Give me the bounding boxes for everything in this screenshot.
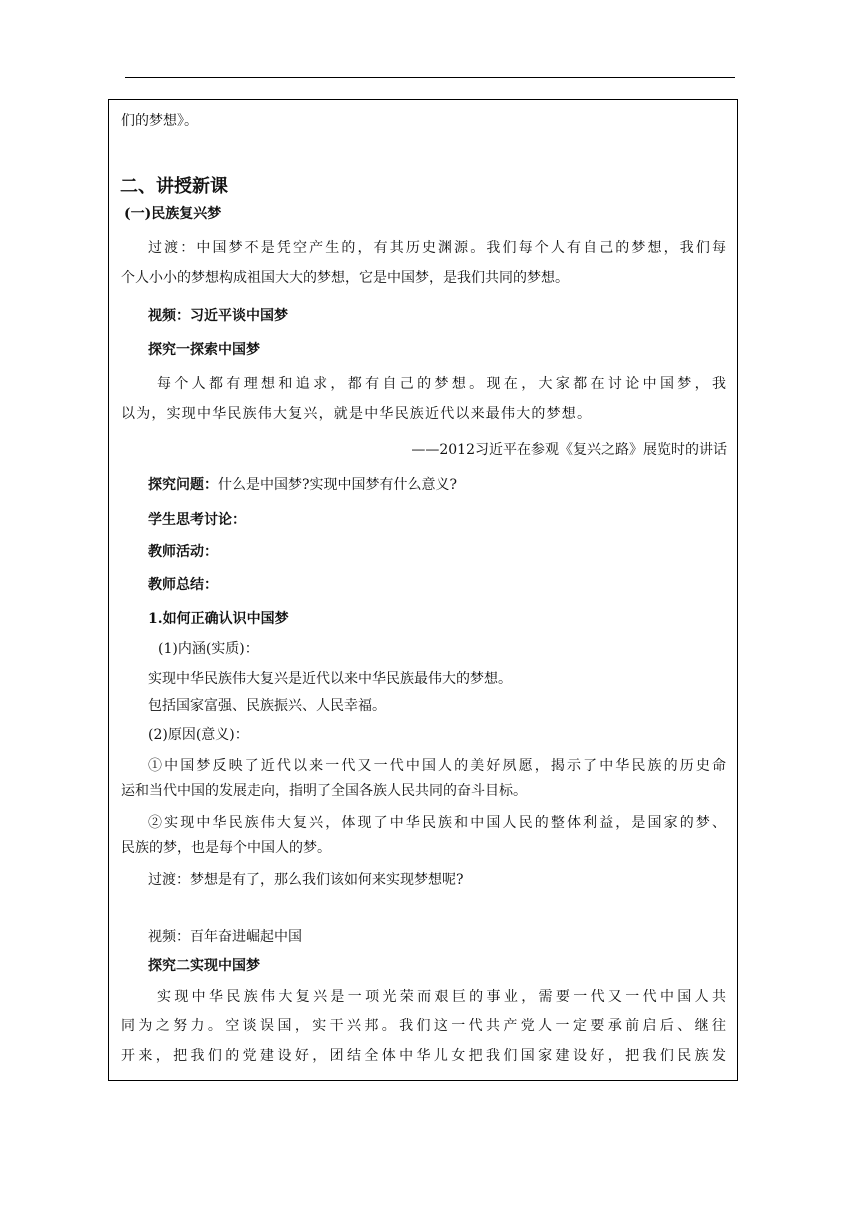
text-line: 们的梦想》。 <box>121 113 198 129</box>
text-line: 教师总结： <box>148 577 218 593</box>
text-line: 民族的梦，也是每个中国人的梦。 <box>121 840 331 856</box>
subsection-heading: (一)民族复兴梦 <box>124 206 222 222</box>
inquiry-heading: 探究一探索中国梦 <box>148 342 260 358</box>
quote-line: 实现中华民族伟大复兴是一项光荣而艰巨的事业，需要一代又一代中国人共 <box>157 989 726 1005</box>
inquiry-heading: 探究二实现中国梦 <box>148 958 260 974</box>
quote-source: ——2012习近平在参观《复兴之路》展览时的讲话 <box>411 442 727 458</box>
quote-line: 开来，把我们的党建设好，团结全体中华儿女把我们国家建设好，把我们民族发 <box>121 1048 726 1064</box>
header-rule <box>125 77 735 78</box>
text-line: 实现中华民族伟大复兴是近代以来中华民族最伟大的梦想。 <box>148 671 512 687</box>
text-line: (2)原因(意义)： <box>148 727 249 743</box>
text-line: 教师活动： <box>148 544 218 560</box>
section-heading: 二、讲授新课 <box>120 176 228 197</box>
video-label: 视频：习近平谈中国梦 <box>148 308 288 324</box>
text-line: 学生思考讨论： <box>148 512 246 528</box>
quote-line: 同为之努力。空谈误国，实干兴邦。我们这一代共产党人一定要承前启后、继往 <box>121 1018 726 1034</box>
text-line: ①中国梦反映了近代以来一代又一代中国人的美好夙愿，揭示了中华民族的历史命 <box>148 758 726 774</box>
text-line: 运和当代中国的发展走向，指明了全国各族人民共同的奋斗目标。 <box>121 783 527 799</box>
text-line: 过渡：中国梦不是凭空产生的，有其历史渊源。我们每个人有自己的梦想，我们每 <box>148 240 726 256</box>
text-line: (1)内涵(实质)： <box>158 641 259 657</box>
inquiry-question-label: 探究问题： <box>148 477 218 493</box>
quote-line: 每个人都有理想和追求，都有自己的梦想。现在，大家都在讨论中国梦，我 <box>157 376 726 392</box>
text-line: 过渡：梦想是有了，那么我们该如何来实现梦想呢? <box>148 872 464 888</box>
inquiry-question <box>148 475 457 495</box>
point-heading: 1.如何正确认识中国梦 <box>148 611 289 627</box>
inquiry-question-text: 什么是中国梦?实现中国梦有什么意义? <box>218 477 458 493</box>
quote-line: 以为，实现中华民族伟大复兴，就是中华民族近代以来最伟大的梦想。 <box>121 406 593 422</box>
text-line: 包括国家富强、民族振兴、人民幸福。 <box>148 698 386 714</box>
text-line: ②实现中华民族伟大复兴，体现了中华民族和中国人民的整体利益，是国家的梦、 <box>148 815 726 831</box>
video-label: 视频：百年奋进崛起中国 <box>148 929 302 945</box>
text-line: 个人小小的梦想构成祖国大大的梦想，它是中国梦，是我们共同的梦想。 <box>121 270 569 286</box>
